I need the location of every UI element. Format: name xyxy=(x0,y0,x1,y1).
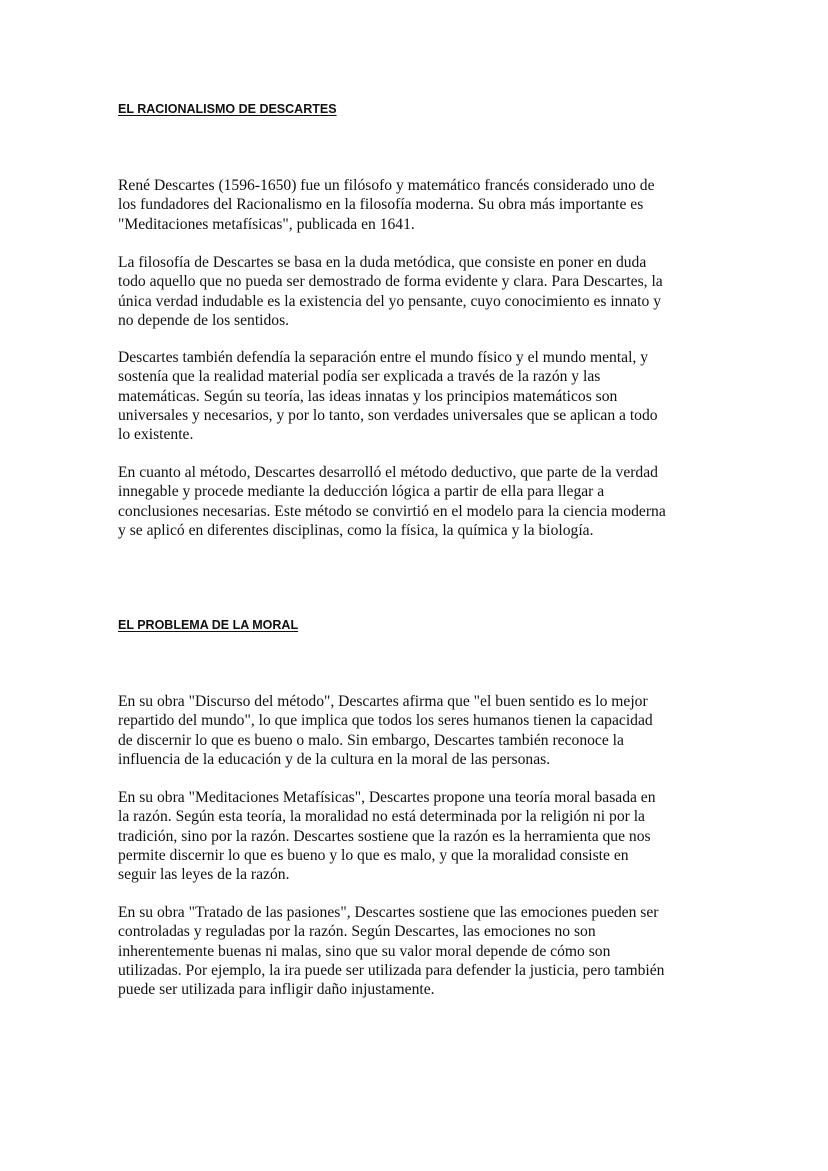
text-line: tradición, sino por la razón. Descartes sostiene que la razón es la herramienta que nos xyxy=(118,827,651,845)
text-line: matemáticas. Según su teoría, las ideas innatas y los principios matemáticos son xyxy=(118,387,618,405)
paragraph xyxy=(118,903,664,999)
text-line: y se aplicó en diferentes disciplinas, como la física, la química y la biología. xyxy=(118,521,594,539)
paragraph xyxy=(118,348,658,444)
text-line: seguir las leyes de la razón. xyxy=(118,866,290,884)
text-line: sostenía que la realidad material podía ser explicada a través de la razón y las xyxy=(118,368,601,386)
text-line: no depende de los sentidos. xyxy=(118,311,290,329)
paragraph xyxy=(118,788,656,884)
text-line: "Meditaciones metafísicas", publicada en 1641. xyxy=(118,215,415,233)
text-line: innegable y procede mediante la deducción lógica a partir de ella para llegar a xyxy=(118,483,605,501)
text-line: de discernir lo que es bueno o malo. Sin embargo, Descartes también reconoce la xyxy=(118,731,624,749)
text-line: lo existente. xyxy=(118,426,194,444)
text-line: controladas y reguladas por la razón. Según Descartes, las emociones no son xyxy=(118,923,596,941)
section-heading-racionalismo: EL RACIONALISMO DE DESCARTES xyxy=(118,102,337,116)
text-line: la razón. Según esta teoría, la moralidad no está determinada por la religión ni por la xyxy=(118,808,645,826)
text-line: conclusiones necesarias. Este método se convirtió en el modelo para la ciencia moderna xyxy=(118,502,666,520)
text-line: repartido del mundo", lo que implica que todos los seres humanos tienen la capacidad xyxy=(118,712,653,730)
text-line: universales y necesarios, y por lo tanto, son verdades universales que se aplican a todo xyxy=(118,406,658,424)
text-line: En cuanto al método, Descartes desarrolló el método deductivo, que parte de la verdad xyxy=(118,464,658,481)
paragraph xyxy=(118,176,655,234)
text-line: Descartes también defendía la separación entre el mundo físico y el mundo mental, y xyxy=(118,349,648,366)
text-line: inherentemente buenas ni malas, sino que su valor moral depende de cómo son xyxy=(118,942,611,960)
paragraph xyxy=(118,463,666,540)
text-line: En su obra "Tratado de las pasiones", Descartes sostiene que las emociones pueden ser xyxy=(118,904,659,921)
text-line: permite discernir lo que es bueno y lo que es malo, y que la moralidad consiste en xyxy=(118,846,629,864)
text-line: los fundadores del Racionalismo en la filosofía moderna. Su obra más importante es xyxy=(118,196,644,214)
text-line: utilizadas. Por ejemplo, la ira puede ser utilizada para defender la justicia, pero también xyxy=(118,961,665,979)
text-line: En su obra "Meditaciones Metafísicas", Descartes propone una teoría moral basada en xyxy=(118,789,656,806)
text-line: puede ser utilizada para infligir daño injustamente. xyxy=(118,981,435,999)
text-line: única verdad indudable es la existencia del yo pensante, cuyo conocimiento es innato y xyxy=(118,292,662,310)
text-line: René Descartes (1596-1650) fue un filósofo y matemático francés considerado uno de xyxy=(118,177,655,194)
paragraph xyxy=(118,692,653,769)
text-line: todo aquello que no pueda ser demostrado de forma evidente y clara. Para Descartes, la xyxy=(118,273,663,291)
text-line: influencia de la educación y de la cultura en la moral de las personas. xyxy=(118,750,551,768)
text-line: En su obra "Discurso del método", Descartes afirma que "el buen sentido es lo mejor xyxy=(118,693,648,710)
section-heading-moral: EL PROBLEMA DE LA MORAL xyxy=(118,618,299,632)
text-line: La filosofía de Descartes se basa en la duda metódica, que consiste en poner en duda xyxy=(118,254,647,271)
paragraph xyxy=(118,253,663,330)
